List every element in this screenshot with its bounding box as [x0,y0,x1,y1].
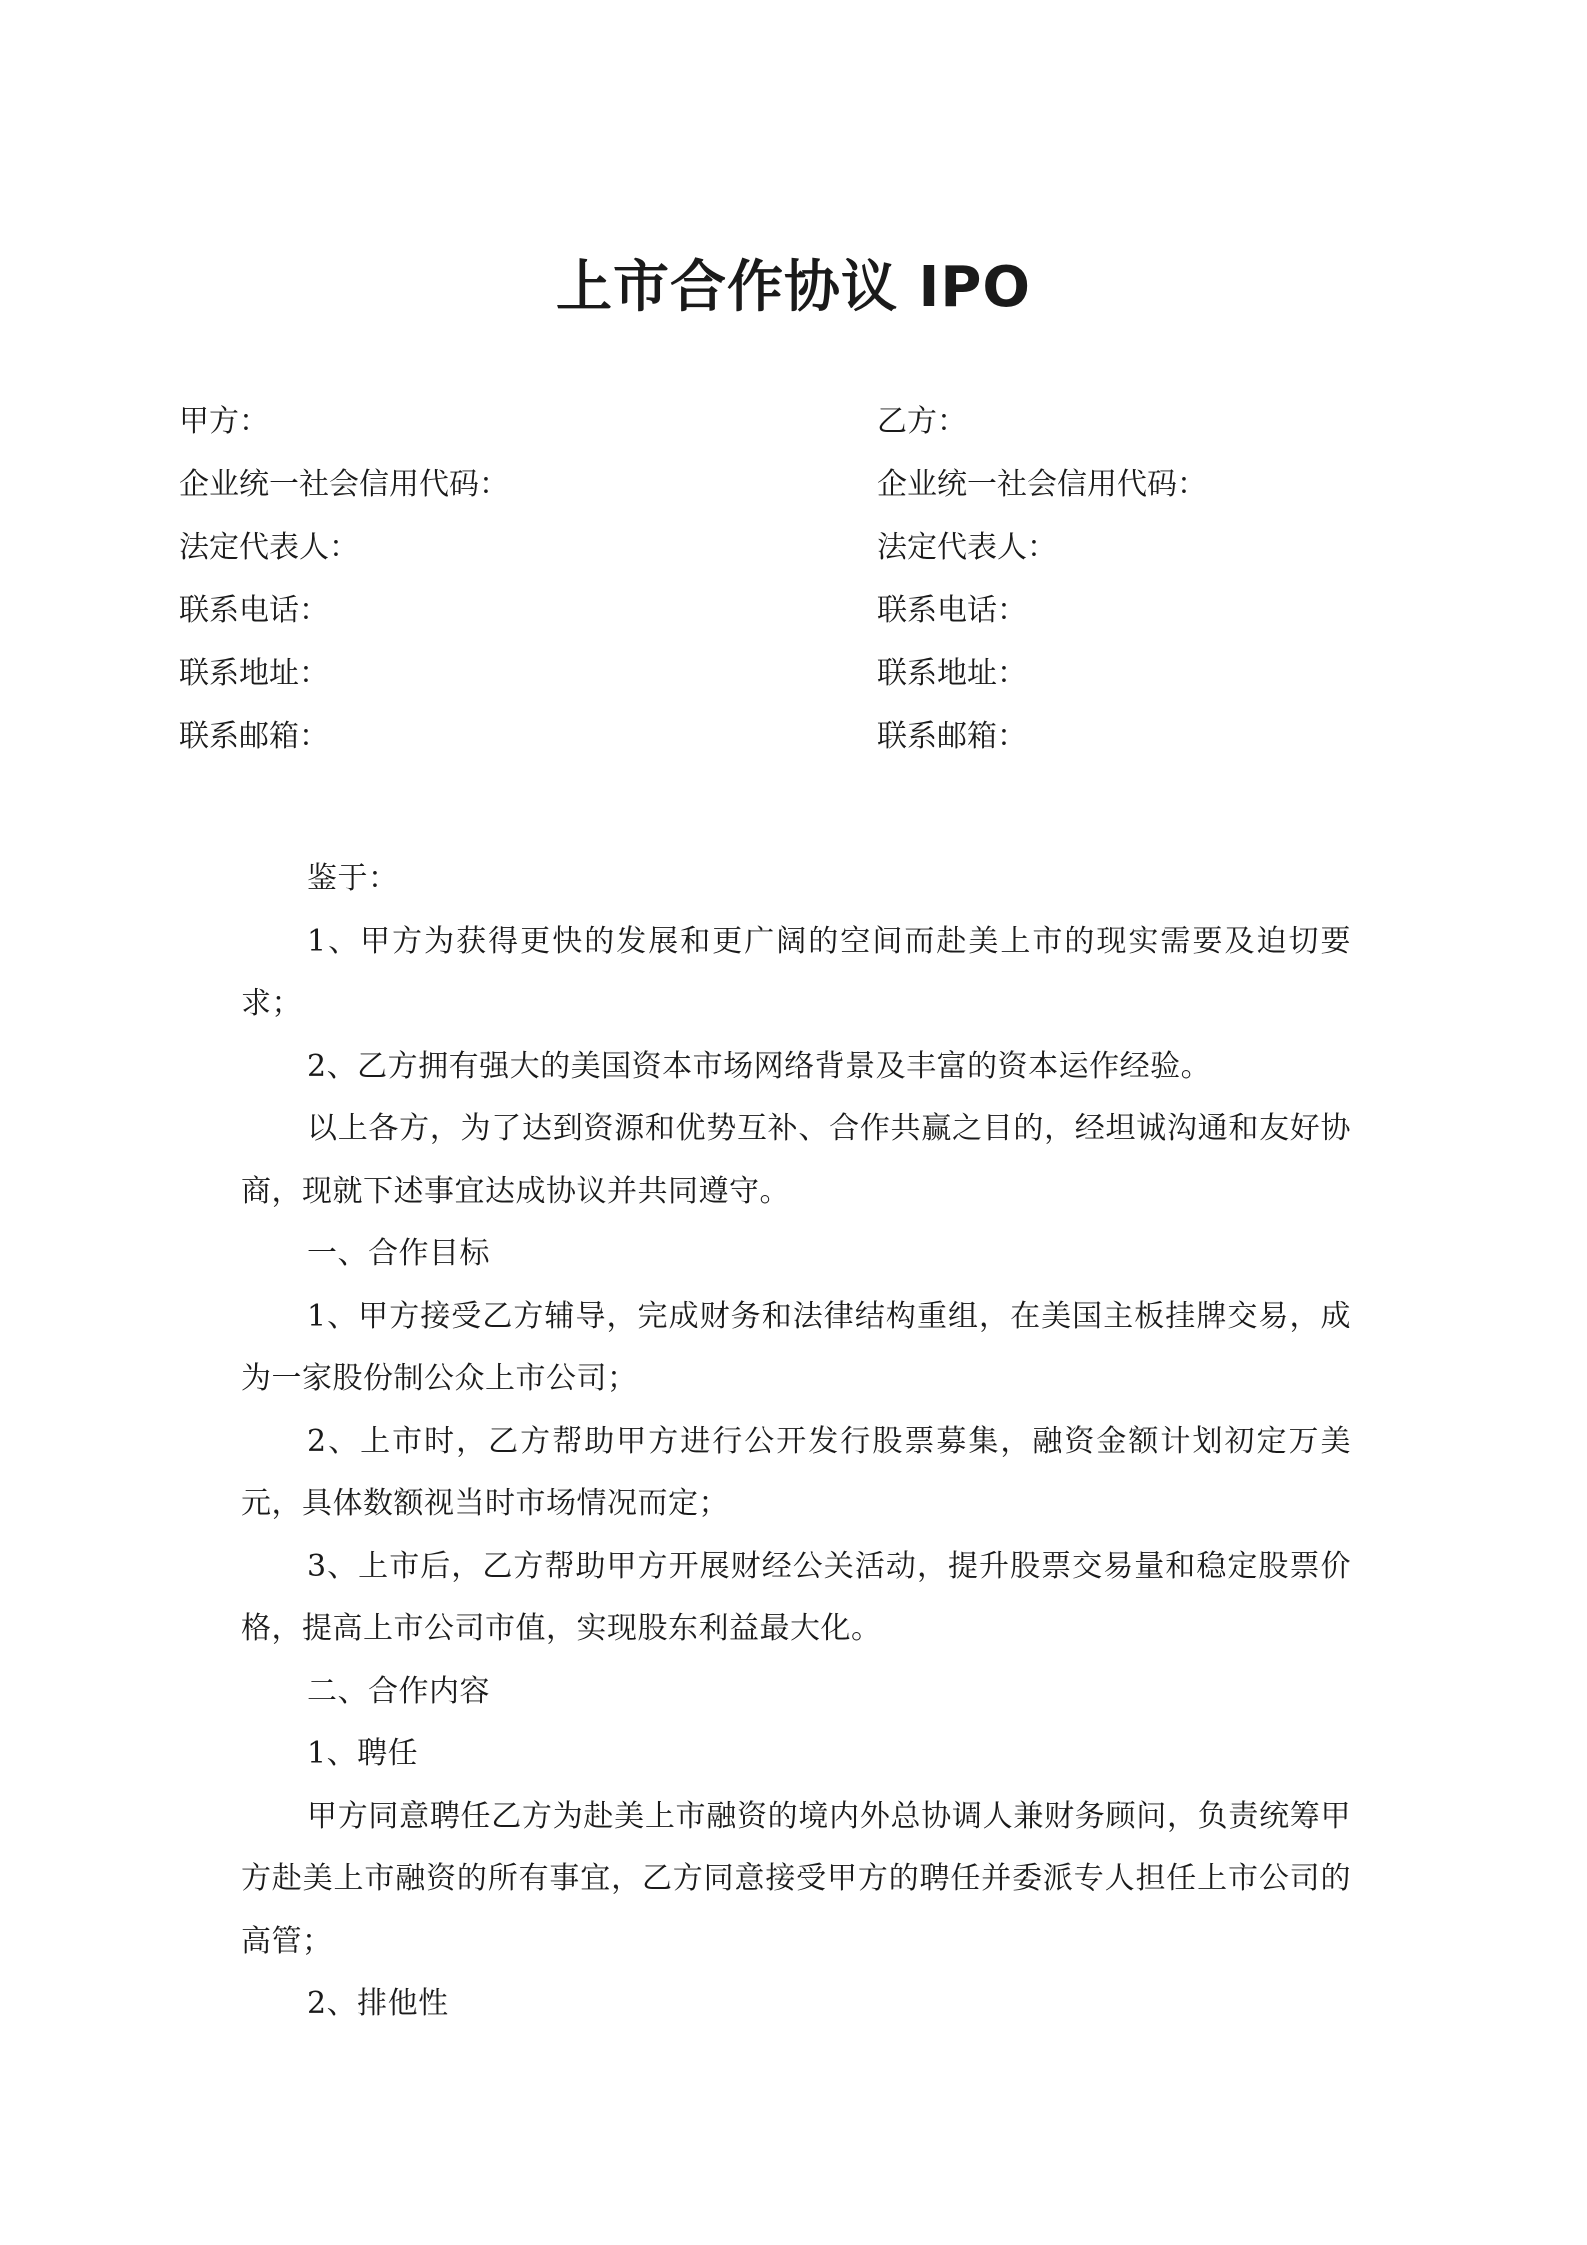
section-heading-content: 二、合作内容 [307,1673,490,1709]
party-a-credit-code: 企业统一社会信用代码： [179,467,509,502]
party-a-representative: 法定代表人： [179,530,359,565]
section-heading-goals: 一、合作目标 [307,1236,490,1271]
document-title: 上市合作协议 IPO [556,255,1031,320]
subheading-appointment: 1、聘任 [307,1736,419,1771]
subheading-exclusivity: 2、排他性 [307,1986,449,2021]
paragraph-appointment: 甲方同意聘任乙方为赴美上市融资的境内外总协调人兼财务顾问，负责统筹甲方赴美上市融资的所有事宜，乙方同意接受甲方的聘任并委派专人担任上市公司的高管； [241,1798,1351,1959]
paragraph-recitals-heading: 鉴于： [307,861,399,896]
party-a-label: 甲方： [179,404,269,439]
party-b-column [877,390,1207,768]
party-a-column [179,390,509,768]
paragraph-goal-2: 2、上市时，乙方帮助甲方进行公开发行股票募集，融资金额计划初定万美元，具体数额视当时市场情况而定； [241,1423,1351,1521]
paragraph-goal-1: 1、甲方接受乙方辅导，完成财务和法律结构重组，在美国主板挂牌交易，成为一家股份制公众上市公司； [241,1298,1351,1396]
party-b-label: 乙方： [877,404,967,439]
party-b-phone: 联系电话： [877,593,1027,628]
agreement-body [241,848,1351,2036]
party-b-credit-code: 企业统一社会信用代码： [877,467,1207,502]
party-a-email: 联系邮箱： [179,719,329,754]
party-a-phone: 联系电话： [179,593,329,628]
party-a-address: 联系地址： [179,656,329,691]
paragraph-purpose: 以上各方，为了达到资源和优势互补、合作共赢之目的，经坦诚沟通和友好协商，现就下述事宜达成协议并共同遵守。 [241,1111,1351,1209]
paragraph-recital-1: 1、甲方为获得更快的发展和更广阔的空间而赴美上市的现实需要及迫切要求； [241,923,1351,1021]
paragraph-recital-2: 2、乙方拥有强大的美国资本市场网络背景及丰富的资本运作经验。 [307,1048,1212,1084]
party-b-representative: 法定代表人： [877,530,1057,565]
party-b-address: 联系地址： [877,656,1027,691]
party-b-email: 联系邮箱： [877,719,1027,754]
paragraph-goal-3: 3、上市后，乙方帮助甲方开展财经公关活动，提升股票交易量和稳定股票价格，提高上市公司市值，实现股东利益最大化。 [241,1548,1351,1646]
